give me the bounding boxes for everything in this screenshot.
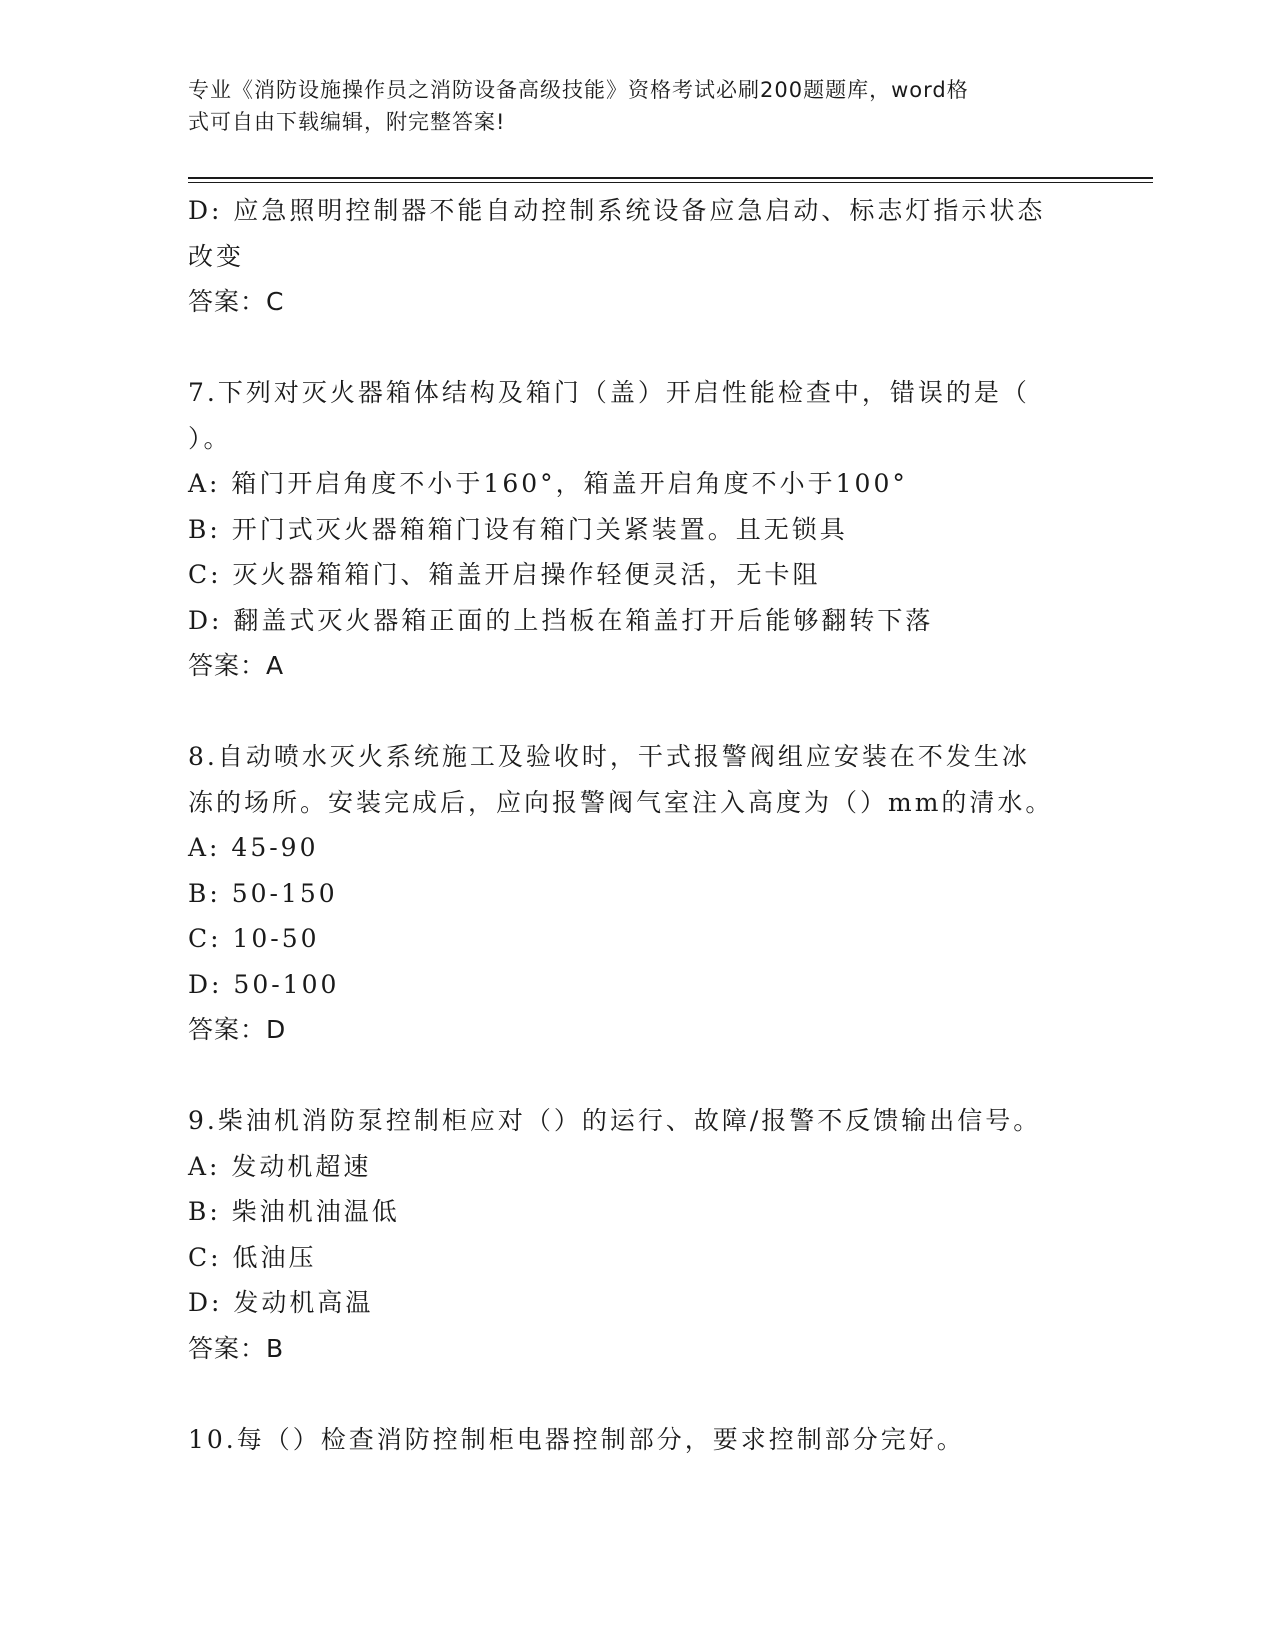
header-line-1: 专业《消防设施操作员之消防设备高级技能》资格考试必刷200题题库，word格 (188, 78, 969, 102)
question-stem: 10.每（）检查消防控制柜电器控制部分，要求控制部分完好。 (188, 1424, 965, 1454)
document-header (188, 74, 1068, 138)
question-9 (188, 1098, 1088, 1371)
header-line-2: 式可自由下载编辑，附完整答案! (188, 110, 506, 134)
question-stem-continued: ）。 (188, 423, 232, 453)
header-rule-thin (188, 182, 1153, 183)
question-stem: 8.自动喷水灭火系统施工及验收时，干式报警阀组应安装在不发生冰 (188, 742, 1030, 771)
question-stem: 9.柴油机消防泵控制柜应对（）的运行、故障/报警不反馈输出信号。 (188, 1106, 1042, 1135)
option-d: D: 应急照明控制器不能自动控制系统设备应急启动、标志灯指示状态 (188, 196, 1046, 225)
option-b: B: 50-150 (188, 878, 338, 908)
question-8 (188, 734, 1088, 1053)
option-d: D: 发动机高温 (188, 1288, 374, 1317)
option-c: C: 灭火器箱箱门、箱盖开启操作轻便灵活，无卡阻 (188, 560, 821, 589)
spacer (188, 1053, 1088, 1099)
spacer (188, 689, 1088, 735)
option-c: C: 低油压 (188, 1242, 317, 1272)
option-a: A: 发动机超速 (188, 1151, 372, 1181)
option-b: B: 柴油机油温低 (188, 1197, 400, 1226)
question-6-tail (188, 188, 1088, 325)
document-body (188, 188, 1088, 1462)
question-7 (188, 370, 1088, 689)
option-b: B: 开门式灭火器箱箱门设有箱门关紧装置。且无锁具 (188, 514, 848, 544)
question-stem: 7.下列对灭火器箱体结构及箱门（盖）开启性能检查中，错误的是（ (188, 378, 1030, 407)
answer: 答案：A (188, 651, 285, 680)
spacer (188, 1371, 1088, 1417)
answer: 答案：C (188, 287, 285, 316)
answer: 答案：D (188, 1015, 287, 1044)
header-rule-thick (188, 177, 1153, 179)
option-a: A: 45-90 (188, 833, 319, 862)
option-d: D: 50-100 (188, 969, 340, 999)
option-a: A: 箱门开启角度不小于160°，箱盖开启角度不小于100° (188, 469, 908, 498)
question-10 (188, 1417, 1088, 1463)
spacer (188, 325, 1088, 371)
option-d: D: 翻盖式灭火器箱正面的上挡板在箱盖打开后能够翻转下落 (188, 605, 934, 635)
option-d-continued: 改变 (188, 241, 245, 271)
question-stem-continued: 冻的场所。安装完成后，应向报警阀气室注入高度为（）mm的清水。 (188, 787, 1054, 817)
option-c: C: 10-50 (188, 924, 320, 953)
answer: 答案：B (188, 1333, 285, 1363)
